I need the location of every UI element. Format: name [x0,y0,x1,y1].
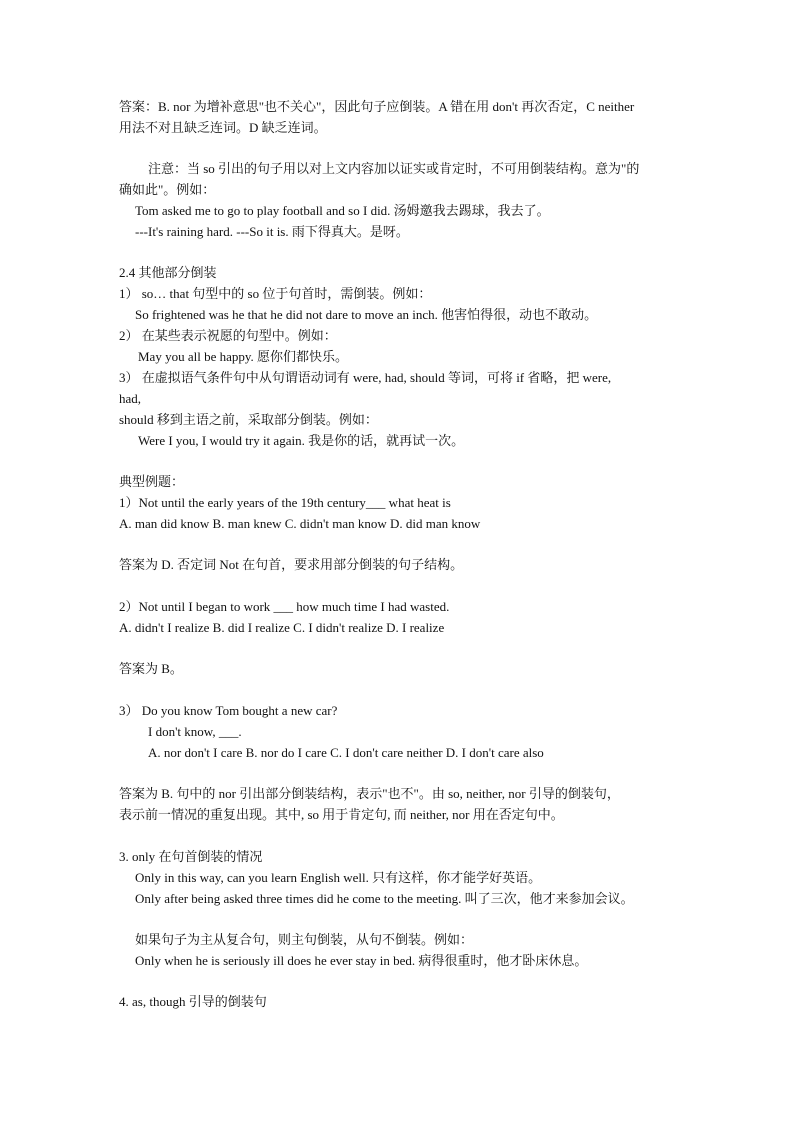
text-line: should 移到主语之前，采取部分倒装。例如： [119,412,378,427]
example-line: Were I you, I would try it again. 我是你的话，就再试一次。 [138,433,465,448]
question-2: 2）Not until I began to work ___ how much time I had wasted. [119,599,450,614]
answer-2: 答案为 B。 [119,661,183,676]
answer-line-2: 用法不对且缺乏连词。D 缺乏连词。 [119,120,327,135]
text-line: had, [119,391,142,406]
question-2-options: A. didn't I realize B. did I realize C. I didn't realize D. I realize [119,620,445,635]
question-3: 3） Do you know Tom bought a new car? [119,703,338,718]
example-line: So frightened was he that he did not dare to move an inch. 他害怕得很，动也不敢动。 [135,307,598,322]
note-line-1: 注意：当 so 引出的句子用以对上文内容加以证实或肯定时，不可用倒装结构。意为"的 [148,161,640,176]
note-line: 如果句子为主从复合句，则主句倒装，从句不倒装。例如： [135,932,474,947]
list-item: 3） 在虚拟语气条件句中从句谓语动词有 were, had, should 等词，可将 if 省略，把 were, [119,370,612,385]
question-3-options: A. nor don't I care B. nor do I care C. I don't care neither D. I don't care also [148,745,544,760]
example-line: Only when he is seriously ill does he ever stay in bed. 病得很重时，他才卧床休息。 [135,953,588,968]
answer-3-line-1: 答案为 B. 句中的 nor 引出部分倒装结构，表示"也不"。由 so, neither, nor 引导的倒装句， [119,786,620,801]
list-item: 2） 在某些表示祝愿的句型中。例如： [119,328,337,343]
example-line: ---It's raining hard. ---So it is. 雨下得真大。是呀。 [135,224,409,239]
example-line: May you all be happy. 愿你们都快乐。 [138,349,349,364]
list-item: 1） so… that 句型中的 so 位于句首时，需倒装。例如： [119,286,432,301]
section-heading: 2.4 其他部分倒装 [119,265,217,280]
section-heading: 典型例题： [119,474,185,489]
section-heading: 4. as, though 引导的倒装句 [119,994,267,1009]
question-3-reply: I don't know, ___. [148,724,242,739]
answer-1: 答案为 D. 否定词 Not 在句首，要求用部分倒装的句子结构。 [119,557,464,572]
question-1: 1）Not until the early years of the 19th century___ what heat is [119,495,451,510]
example-line: Only after being asked three times did he come to the meeting. 叫了三次，他才来参加会议。 [135,891,634,906]
answer-line-1: 答案：B. nor 为增补意思"也不关心"，因此句子应倒装。A 错在用 don't 再次否定，C neither [119,99,635,114]
section-heading: 3. only 在句首倒装的情况 [119,849,263,864]
example-line: Tom asked me to go to play football and so I did. 汤姆邀我去踢球，我去了。 [135,203,550,218]
example-line: Only in this way, can you learn English well. 只有这样，你才能学好英语。 [135,870,542,885]
note-line-2: 确如此"。例如： [119,182,216,197]
answer-3-line-2: 表示前一情况的重复出现。其中, so 用于肯定句, 而 neither, nor 用在否定句中。 [119,807,564,822]
question-1-options: A. man did know B. man knew C. didn't man know D. did man know [119,516,481,531]
